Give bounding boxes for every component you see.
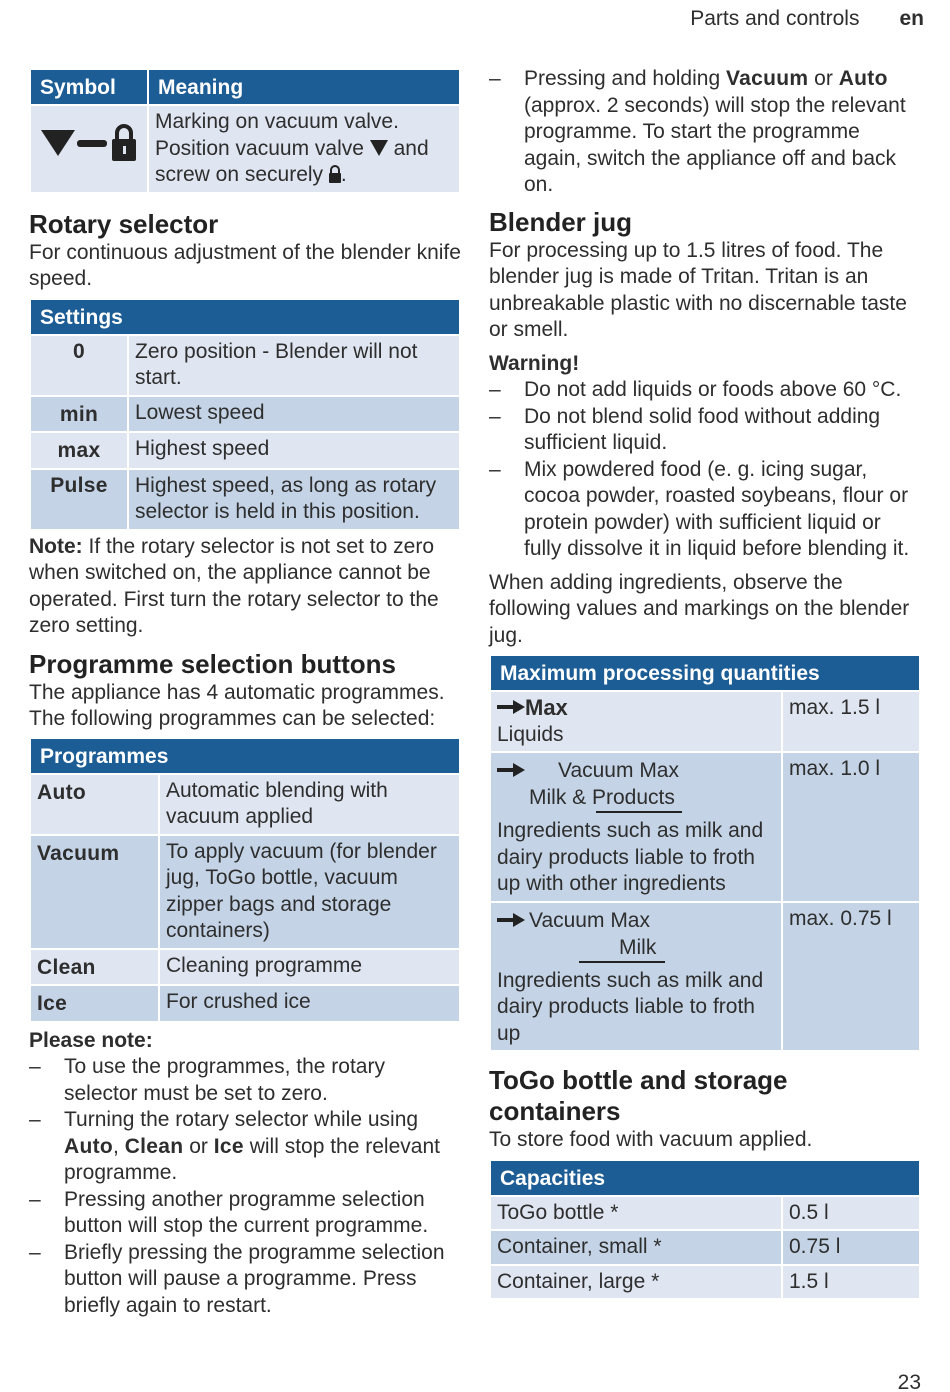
max-quantities-table [489, 654, 921, 1052]
table-row [30, 985, 460, 1022]
capacity-item: Container, large * [490, 1265, 782, 1300]
rotary-title: Rotary selector [29, 208, 219, 239]
please-note-label: Please note: [29, 1028, 153, 1052]
list-item [489, 66, 921, 199]
table-row [490, 1230, 920, 1265]
programme-value: For crushed ice [159, 985, 460, 1022]
programme-key: Ice [30, 985, 159, 1022]
warning-label: Warning! [489, 351, 580, 375]
marking-line [579, 961, 665, 963]
table-row [490, 902, 920, 1052]
note2-comma: , [113, 1134, 119, 1158]
capacity-value: 0.5 l [782, 1196, 920, 1231]
vacuum-max-milk-label [497, 906, 775, 962]
max-desc: Liquids [497, 722, 564, 746]
settings-header: Settings [30, 299, 460, 335]
meaning-line-2b: and [393, 136, 429, 160]
list-item: – Do not add liquids or foods above 60 °C. [489, 377, 921, 404]
programme-value: Cleaning programme [159, 949, 460, 986]
programme-key: Clean [30, 949, 159, 986]
note2-auto: Auto [64, 1134, 114, 1158]
table-row [490, 1265, 920, 1300]
meaning-header: Meaning [148, 69, 460, 105]
triangle-down-icon [370, 140, 388, 156]
programme-stop-note [489, 66, 921, 199]
settings-table [29, 298, 461, 531]
setting-value: Highest speed [128, 432, 460, 469]
table-row [30, 396, 460, 433]
note2-text-b: will stop the relevant programme. [64, 1134, 440, 1184]
meaning-line-3: screw on securely [155, 163, 324, 186]
page-number: 23 [897, 1371, 921, 1392]
page-header [690, 6, 924, 33]
programme-notes [29, 1054, 461, 1319]
programmes-intro: The appliance has 4 automatic programmes. The following programmes can be selected: [29, 680, 445, 730]
capacity-item: Container, small * [490, 1230, 782, 1265]
vacuum-max-milk-desc: Ingredients such as milk and dairy products liable to froth up [497, 968, 764, 1045]
stop-text-a: Pressing and holding [524, 67, 721, 90]
capacity-value: 1.5 l [782, 1265, 920, 1300]
vacuum-max-products-label [497, 756, 775, 812]
note2-text-a: Turning the rotary selector while using [64, 1108, 419, 1131]
table-row [30, 774, 460, 835]
vacuum-valve-lock-icon [30, 105, 148, 193]
arrow-right-icon [497, 763, 525, 777]
blender-after: When adding ingredients, observe the following values and markings on the blender jug. [489, 570, 910, 647]
programme-value: To apply vacuum (for blender jug, ToGo bottle, vacuum zipper bags and storage containers) [159, 835, 460, 949]
label-line-2 [529, 785, 675, 812]
note2-clean: Clean [124, 1134, 184, 1158]
note-label: Note: [29, 534, 83, 558]
arrow-right-icon [497, 913, 525, 927]
max-quantities-header: Maximum processing quantities [490, 655, 920, 691]
programmes-title: Programme selection buttons [29, 648, 396, 679]
note-text: If the rotary selector is not set to zero when switched on, the appliance cannot be operated. First turn the rotary selector to the zero setting. [29, 534, 439, 637]
stop-text-b: (approx. 2 seconds) will stop the relevant programme. To start the programme again, switch the appliance off and back on. [524, 93, 906, 196]
table-row [30, 469, 460, 530]
setting-value: Highest speed, as long as rotary selector is held in this position. [128, 469, 460, 530]
left-column [29, 68, 461, 1319]
label-line-2-text: Milk & Products [529, 786, 675, 809]
setting-key: max [30, 432, 128, 469]
max-qty: max. 1.5 l [782, 691, 920, 752]
rotary-intro: For continuous adjustment of the blender knife speed. [29, 240, 461, 290]
programme-key: Auto [30, 774, 159, 835]
table-row [490, 1196, 920, 1231]
note2-ice: Ice [213, 1134, 244, 1158]
symbol-header: Symbol [30, 69, 148, 105]
capacity-item: ToGo bottle * [490, 1196, 782, 1231]
togo-intro: To store food with vacuum applied. [489, 1128, 813, 1151]
vacuum-max-milk-qty: max. 0.75 l [782, 902, 920, 1052]
symbol-table: Symbol Meaning Marking on vacuum valve. Position vacuum valve and screw on securely . [29, 68, 461, 194]
list-item: – Pressing another programme selection button will stop the current programme. [29, 1187, 461, 1240]
setting-value: Zero position - Blender will not start. [128, 335, 460, 396]
meaning-line-1: Marking on vacuum valve. [155, 110, 399, 133]
meaning-line-2: Position vacuum valve [155, 136, 364, 160]
note2-or: or [189, 1134, 208, 1158]
arrow-right-icon [497, 700, 525, 714]
right-column [489, 66, 921, 1300]
programme-value: Automatic blending with vacuum applied [159, 774, 460, 835]
capacities-table [489, 1159, 921, 1301]
setting-value: Lowest speed [128, 396, 460, 433]
blender-intro: For processing up to 1.5 litres of food. The blender jug is made of Tritan. Tritan is an unbreakable plastic with no discernable taste or smell. [489, 238, 907, 341]
max-label [497, 695, 775, 722]
capacities-header: Capacities [490, 1160, 920, 1196]
capacity-value: 0.75 l [782, 1230, 920, 1265]
list-item: – Mix powdered food (e. g. icing sugar, cocoa powder, roasted soybeans, flour or protein powder) with sufficient liquid or fully dissolve it in liquid before blending it. [489, 457, 921, 563]
list-item: – Do not blend solid food without adding sufficient liquid. [489, 404, 921, 457]
section-title: Parts and controls [690, 7, 860, 30]
stop-auto: Auto [838, 67, 888, 90]
blender-title: Blender jug [489, 206, 633, 237]
lock-icon [329, 165, 341, 183]
rotary-note [29, 534, 461, 640]
language-code: en [899, 7, 924, 30]
list-item [29, 1107, 461, 1187]
table-row [30, 835, 460, 949]
setting-key: min [30, 396, 128, 433]
programmes-table [29, 737, 461, 1023]
togo-title: ToGo bottle and storage containers [489, 1065, 788, 1126]
marking-line [596, 811, 682, 813]
programme-key: Vacuum [30, 835, 159, 949]
label-line-1: Vacuum Max [529, 908, 650, 932]
setting-key: 0 [30, 335, 128, 396]
warning-list [489, 377, 921, 563]
table-row [490, 691, 920, 752]
list-item: – Briefly pressing the programme selection button will pause a programme. Press briefly again to restart. [29, 1240, 461, 1320]
label-line-2: Milk [619, 935, 657, 959]
vacuum-max-products-desc: Ingredients such as milk and dairy products liable to froth up with other ingredients [497, 819, 764, 895]
table-row [490, 752, 920, 902]
list-item: – To use the programmes, the rotary selector must be set to zero. [29, 1054, 461, 1107]
programmes-header: Programmes [30, 738, 460, 774]
stop-vacuum: Vacuum [725, 67, 809, 90]
table-row [30, 335, 460, 396]
table-row [30, 949, 460, 986]
label-line-1: Vacuum Max [558, 759, 679, 782]
table-row [30, 432, 460, 469]
vacuum-max-products-qty: max. 1.0 l [782, 752, 920, 902]
setting-key: Pulse [30, 469, 128, 530]
stop-or: or [814, 67, 833, 90]
max-label-text: Max [525, 695, 568, 720]
